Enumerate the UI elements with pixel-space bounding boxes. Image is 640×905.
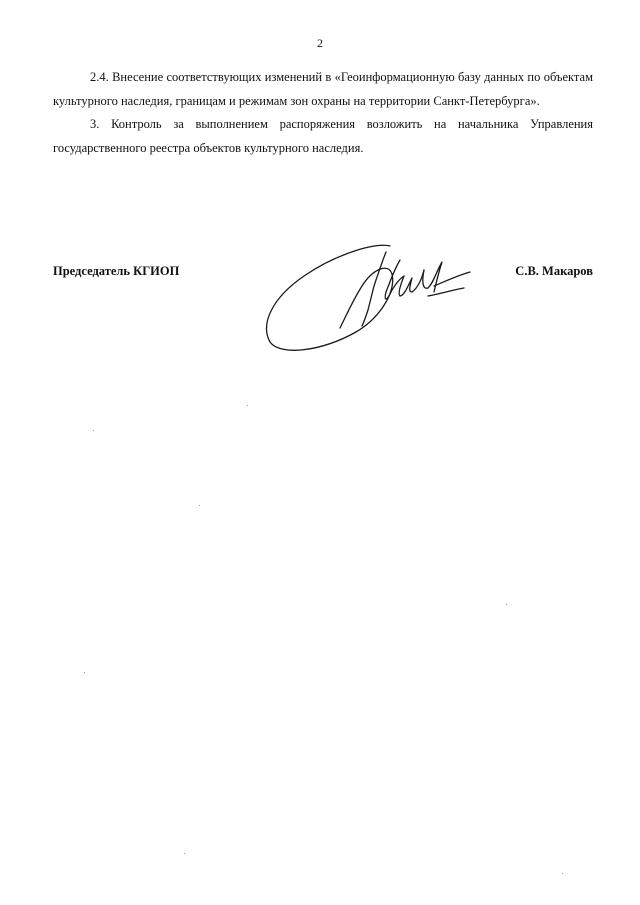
handwritten-signature [258,240,478,358]
position-title: Председатель КГИОП [53,264,180,278]
signer-name: С.В. Макаров [515,264,593,278]
paragraph-number: 2.4. [90,70,109,84]
paragraph-number: 3. [90,117,100,131]
page-number: 2 [317,36,323,50]
paragraph-text: Контроль за выполнением распоряжения возложить на начальника Управления государственного реестра объектов культурного наследия. [53,117,593,155]
scan-speck [506,604,507,605]
scan-speck [562,873,563,874]
scan-speck [247,405,248,406]
paragraph-text: Внесение соответствующих изменений в «Геоинформационную базу данных по объектам культурного наследия, границам и режимам зон охраны на территории Санкт-Петербурга». [53,70,593,108]
paragraph-2-4 [53,66,593,113]
document-body [53,66,593,160]
scan-speck [93,430,94,431]
scan-speck [184,853,185,854]
scan-speck [199,505,200,506]
scan-speck [84,672,85,673]
paragraph-3 [53,113,593,160]
